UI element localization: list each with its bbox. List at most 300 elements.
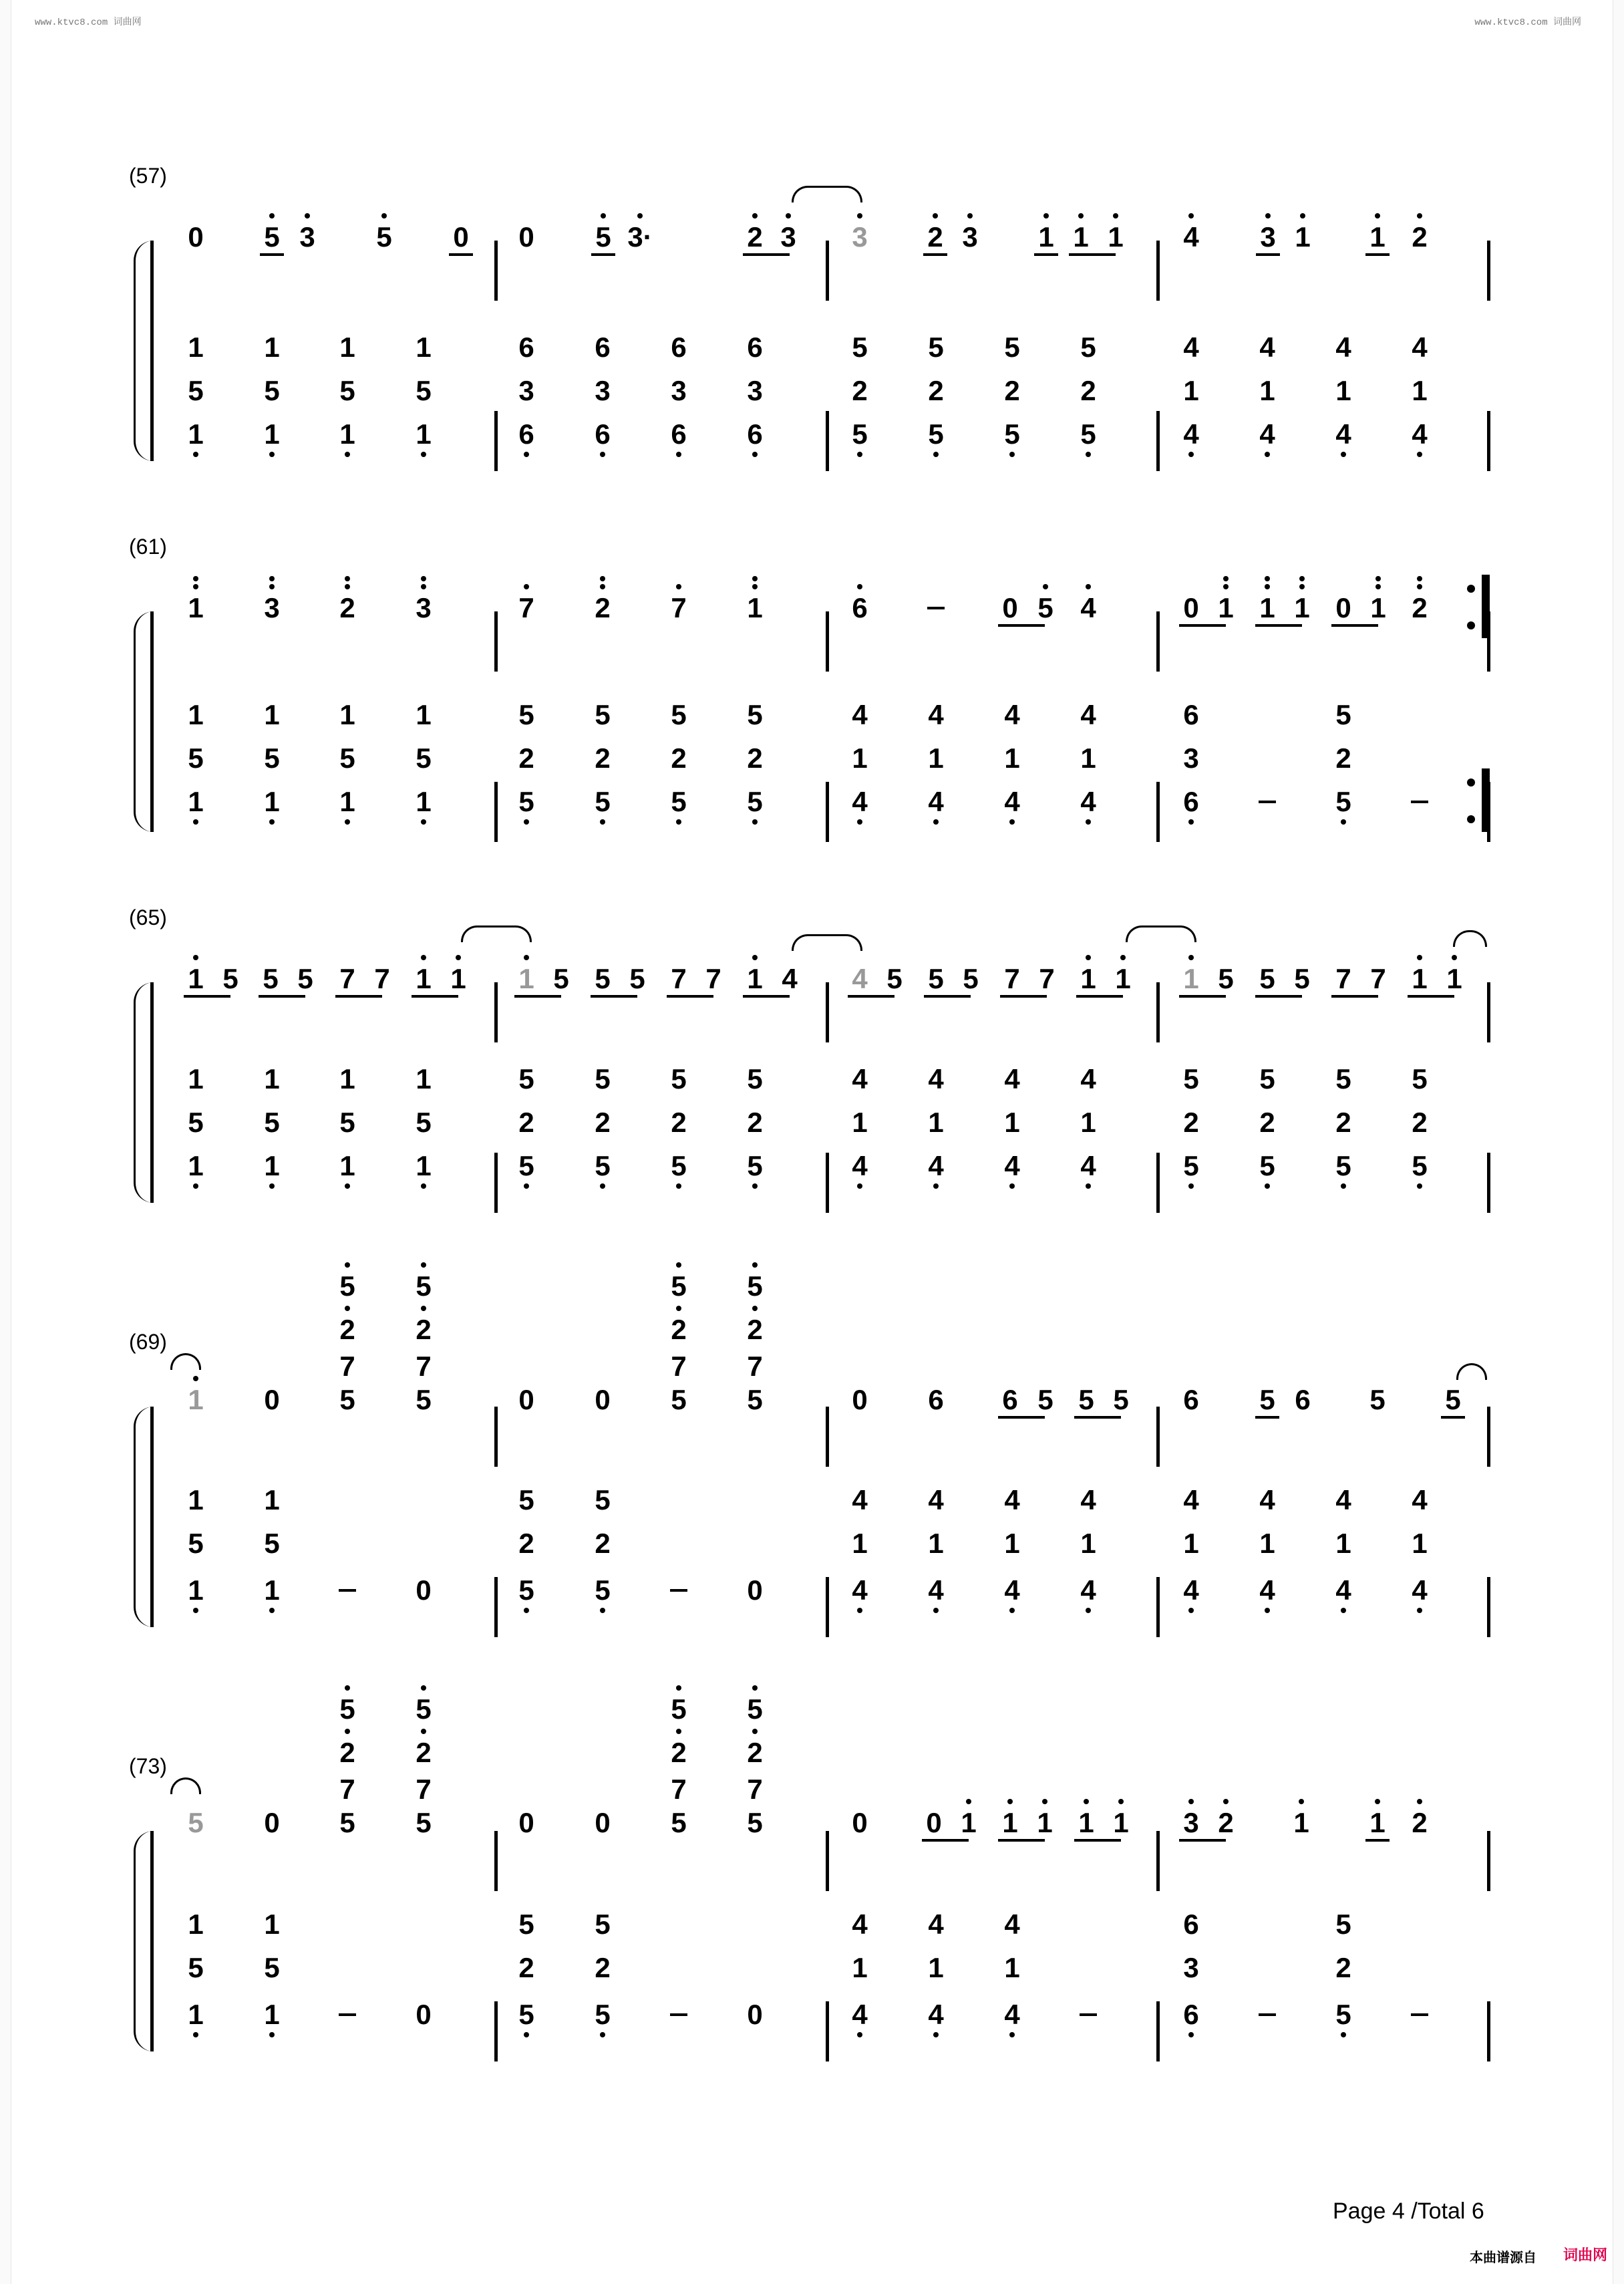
note: 4	[1412, 331, 1428, 363]
note: 1	[1183, 1528, 1199, 1559]
note-dot-above	[676, 1685, 681, 1691]
note: 5	[1113, 1384, 1129, 1415]
note: 4	[928, 1999, 944, 2030]
note: 5	[1369, 1384, 1386, 1415]
note-dot-below	[1086, 1608, 1091, 1613]
site-logo: 词曲网	[1563, 2247, 1608, 2263]
note-dot-below	[600, 2032, 605, 2037]
note: 2	[1183, 1107, 1199, 1138]
note: 1	[1004, 1107, 1020, 1138]
barline	[494, 782, 498, 842]
note: 5	[747, 1063, 763, 1095]
note: 0	[1002, 592, 1018, 623]
note: 1	[416, 699, 432, 730]
note: 5	[188, 375, 204, 406]
note: 1	[1073, 221, 1089, 253]
note: 3	[1183, 742, 1199, 774]
measure-number: (65)	[129, 905, 167, 930]
barline	[494, 411, 498, 471]
note: 1	[188, 331, 204, 363]
note-dot-above	[1265, 213, 1271, 219]
note-dot-above	[1118, 1799, 1124, 1804]
repeat-dot	[1467, 621, 1475, 629]
note: 1	[188, 1063, 204, 1095]
note: 5	[1259, 1384, 1275, 1415]
note: 2	[518, 1952, 534, 1983]
note: 2	[518, 1107, 534, 1138]
note: 1	[1038, 221, 1054, 253]
note-dot-below	[1417, 1608, 1422, 1613]
note: 5	[188, 1107, 204, 1138]
note: 2	[747, 1737, 763, 1768]
note: 0	[188, 221, 204, 253]
note: 1	[1108, 221, 1124, 253]
note: 1	[1183, 375, 1199, 406]
note: 1	[1294, 592, 1310, 623]
note: 5	[264, 1107, 280, 1138]
note: 4	[1183, 331, 1199, 363]
note: 5	[595, 221, 611, 253]
note: 1	[852, 1952, 868, 1983]
note: 4	[1259, 1484, 1275, 1516]
beam-underline	[667, 995, 713, 998]
note: 5	[1218, 963, 1234, 994]
note-dot-below	[1265, 1183, 1270, 1189]
note: 6	[595, 418, 611, 450]
note: 4	[1183, 1484, 1199, 1516]
note-dot-above	[1417, 1799, 1422, 1804]
beam-underline	[514, 995, 561, 998]
header-watermark-right: www.ktvc8.com 词曲网	[1474, 17, 1581, 28]
note-dot-above	[857, 584, 862, 589]
left-margin-strip	[0, 0, 11, 2284]
barline	[1487, 1407, 1490, 1467]
note: 1	[416, 1150, 432, 1181]
note-dot-below	[1009, 1183, 1015, 1189]
note: 5	[1335, 786, 1351, 817]
note: 2	[518, 742, 534, 774]
note: 2	[671, 1737, 687, 1768]
note: 1	[416, 1063, 432, 1095]
note: 1	[928, 742, 944, 774]
barline	[826, 611, 829, 672]
beam-underline	[998, 1839, 1045, 1842]
note: 4	[1004, 1484, 1020, 1516]
note-dot-below	[857, 1183, 862, 1189]
note: 3	[747, 375, 763, 406]
note: 1	[188, 1908, 204, 1940]
barline	[1487, 241, 1490, 301]
beam-underline	[924, 995, 971, 998]
note-dot-above	[345, 1685, 350, 1691]
barline	[1156, 1407, 1160, 1467]
note: 5	[747, 786, 763, 817]
note: 2	[747, 742, 763, 774]
note: 4	[928, 1150, 944, 1181]
note-dot-above	[1417, 576, 1422, 581]
note: 2	[339, 1737, 355, 1768]
note: 1	[264, 1908, 280, 1940]
note-dot-above	[421, 955, 426, 960]
note: 2	[339, 1314, 355, 1345]
note: 5	[963, 963, 979, 994]
sustain-dash	[1080, 2013, 1097, 2016]
note: 0	[518, 1807, 534, 1838]
note-dot-above	[345, 1306, 350, 1311]
note: 5	[264, 742, 280, 774]
note-dot-below	[193, 452, 198, 457]
note-dot-above	[1375, 576, 1381, 581]
note: 2	[927, 221, 943, 253]
note: 1	[1369, 221, 1386, 253]
note: 1	[928, 1107, 944, 1138]
system-brace	[134, 241, 154, 461]
beam-underline	[848, 995, 895, 998]
note-dot-above	[345, 576, 350, 581]
note: 5	[416, 1807, 432, 1838]
repeat-end-bar	[1482, 575, 1490, 638]
note: 5	[1445, 1384, 1461, 1415]
barline	[1156, 411, 1160, 471]
beam-underline	[1000, 995, 1047, 998]
note: 2	[416, 1737, 432, 1768]
note: 5	[1183, 1150, 1199, 1181]
note: 6	[595, 331, 611, 363]
tie	[170, 1353, 201, 1370]
note: 7	[671, 592, 687, 623]
barline	[826, 782, 829, 842]
note-dot-above	[676, 1262, 681, 1268]
beam-underline	[743, 253, 790, 256]
barline	[1156, 1153, 1160, 1213]
note: 1	[928, 1528, 944, 1559]
note: 0	[926, 1807, 942, 1838]
beam-underline	[1255, 1416, 1279, 1419]
note-dot-below	[1265, 1608, 1270, 1613]
note: 4	[1080, 699, 1096, 730]
note: 1	[264, 1574, 280, 1606]
note: 6	[1183, 1384, 1199, 1415]
note: 1	[1446, 963, 1462, 994]
note: 1	[339, 418, 355, 450]
note: 5	[671, 786, 687, 817]
note: 5	[629, 963, 645, 994]
note: 5	[553, 963, 569, 994]
note: 5	[416, 1384, 432, 1415]
note: 1	[1259, 375, 1275, 406]
note-dot-above	[1086, 584, 1091, 589]
note: 5	[339, 742, 355, 774]
beam-underline	[449, 253, 473, 256]
note: 1	[928, 1952, 944, 1983]
barline	[494, 2001, 498, 2061]
note-dot-below	[933, 452, 939, 457]
note-dot-below	[345, 452, 350, 457]
note: 4	[1183, 221, 1199, 253]
note-dot-below	[524, 1183, 529, 1189]
note: 1	[1259, 592, 1275, 623]
note: 1	[747, 592, 763, 623]
beam-underline	[1255, 995, 1302, 998]
note: 5	[671, 1270, 687, 1302]
note-dot-above	[1084, 1799, 1089, 1804]
note: 1	[1113, 1807, 1129, 1838]
beam-underline	[335, 995, 382, 998]
note: 2	[1412, 1807, 1428, 1838]
measure-number: (57)	[129, 164, 167, 188]
note-dot-above	[857, 213, 862, 219]
barline	[1156, 241, 1160, 301]
beam-underline	[1069, 253, 1116, 256]
note: 1	[1412, 1528, 1428, 1559]
note: 5	[852, 418, 868, 450]
beam-underline	[591, 253, 615, 256]
note-dot-above	[1299, 584, 1305, 589]
note: 5	[339, 1270, 355, 1302]
note: 4	[1183, 1574, 1199, 1606]
beam-underline	[1179, 624, 1226, 627]
note: 4	[1080, 592, 1096, 623]
note-dot-above	[269, 213, 275, 219]
note: 1	[1078, 1807, 1094, 1838]
note-dot-above	[1375, 213, 1380, 219]
note-dot-below	[933, 819, 939, 825]
note: 4	[928, 1574, 944, 1606]
note: 3	[1260, 221, 1276, 253]
note: 5	[339, 375, 355, 406]
note: 3	[1183, 1807, 1199, 1838]
note-dot-above	[524, 584, 529, 589]
note: 5	[1335, 1908, 1351, 1940]
note: 5	[416, 1270, 432, 1302]
note: 5	[671, 1150, 687, 1181]
note: 1	[1370, 592, 1386, 623]
note: 4	[928, 1484, 944, 1516]
note: 1	[339, 1150, 355, 1181]
note-dot-above	[752, 213, 758, 219]
note: 3	[595, 375, 611, 406]
note-dot-below	[752, 1183, 758, 1189]
note: 1	[1004, 1528, 1020, 1559]
note: 1	[416, 786, 432, 817]
note: 3	[518, 375, 534, 406]
note-dot-above	[421, 1262, 426, 1268]
note-dot-above	[676, 1306, 681, 1311]
note-dot-above	[752, 1729, 758, 1734]
note: 2	[595, 1107, 611, 1138]
note-dot-above	[1375, 584, 1381, 589]
note-dot-below	[421, 819, 426, 825]
note-dot-above	[345, 1262, 350, 1268]
note-dot-above	[193, 576, 198, 581]
note-dot-above	[269, 576, 275, 581]
note: 4	[852, 1574, 868, 1606]
note-dot-above	[637, 213, 643, 219]
note-dot-above	[966, 1799, 971, 1804]
note-dot-below	[1188, 819, 1194, 825]
note-dot-above	[786, 213, 791, 219]
note: 0	[595, 1384, 611, 1415]
note-dot-above	[1007, 1799, 1013, 1804]
note-dot-above	[1086, 955, 1091, 960]
note-dot-below	[524, 1608, 529, 1613]
note-dot-below	[524, 2032, 529, 2037]
note-dot-below	[1188, 1183, 1194, 1189]
note: 4	[1259, 1574, 1275, 1606]
note: 1	[188, 418, 204, 450]
note: 5	[188, 742, 204, 774]
note-dot-above	[1375, 1799, 1380, 1804]
note: 1	[1115, 963, 1131, 994]
note-dot-above	[345, 584, 350, 589]
note: 4	[1080, 1484, 1096, 1516]
note: 5	[297, 963, 313, 994]
page-indicator: Page 4 /Total 6	[1333, 2198, 1484, 2224]
note: 5	[1335, 1999, 1351, 2030]
note: 5	[886, 963, 903, 994]
barline	[1487, 1831, 1490, 1891]
note: 5	[595, 699, 611, 730]
note: 7	[747, 1350, 763, 1382]
note: 5	[339, 1807, 355, 1838]
repeat-dot	[1467, 585, 1475, 593]
note-dot-below	[857, 2032, 862, 2037]
note: 1	[264, 1150, 280, 1181]
tie	[1456, 1363, 1487, 1380]
sustain-dash	[1411, 801, 1428, 803]
note: 1	[416, 331, 432, 363]
note: 4	[782, 963, 798, 994]
sustain-dash	[670, 2013, 687, 2016]
sustain-dash	[1411, 2013, 1428, 2016]
note-dot-above	[1188, 1799, 1194, 1804]
note-dot-below	[1086, 819, 1091, 825]
beam-underline	[1331, 624, 1378, 627]
note: 0	[595, 1807, 611, 1838]
note-dot-below	[1188, 2032, 1194, 2037]
barline	[1156, 611, 1160, 672]
note-dot-above	[193, 1376, 198, 1381]
barline	[494, 1577, 498, 1637]
note-dot-below	[193, 2032, 198, 2037]
note: 4	[928, 1063, 944, 1095]
note: 6	[1002, 1384, 1018, 1415]
note: 7	[747, 1773, 763, 1805]
note: 4	[852, 1150, 868, 1181]
note-dot-above	[1300, 213, 1305, 219]
note: 1	[450, 963, 466, 994]
note-dot-below	[1009, 819, 1015, 825]
note: 3	[962, 221, 978, 253]
note: 5	[1037, 592, 1053, 623]
note-dot-below	[600, 819, 605, 825]
note: 5	[595, 1999, 611, 2030]
note-dot-below	[1009, 1608, 1015, 1613]
measure-number: (69)	[129, 1330, 167, 1354]
note-dot-below	[676, 1183, 681, 1189]
note: 2	[1412, 592, 1428, 623]
note-dot-above	[421, 1729, 426, 1734]
note: 4	[1335, 1574, 1351, 1606]
note: 1	[1004, 742, 1020, 774]
note: 6	[1183, 1908, 1199, 1940]
barline	[494, 241, 498, 301]
note-dot-above	[752, 584, 758, 589]
barline	[826, 982, 829, 1042]
note-dot-above	[676, 1729, 681, 1734]
note: 2	[595, 1528, 611, 1559]
note: 6	[518, 331, 534, 363]
note: 7	[416, 1773, 432, 1805]
note: 5	[595, 963, 611, 994]
system-brace	[134, 1407, 154, 1627]
note-dot-below	[1086, 452, 1091, 457]
note: 1	[264, 1484, 280, 1516]
note: 2	[1412, 221, 1428, 253]
note-dot-above	[1042, 1799, 1047, 1804]
note: 4	[852, 1999, 868, 2030]
note: 5	[1080, 418, 1096, 450]
note: 4	[1412, 418, 1428, 450]
note: 5	[416, 742, 432, 774]
note-dot-below	[752, 452, 758, 457]
note: 5	[595, 786, 611, 817]
beam-underline	[1256, 253, 1280, 256]
note: 4	[852, 963, 868, 994]
beam-underline	[184, 995, 230, 998]
note: 5	[1335, 1150, 1351, 1181]
note-dot-below	[1265, 452, 1270, 457]
note-dot-above	[752, 955, 758, 960]
note: 1	[518, 963, 534, 994]
note: 2	[1335, 1952, 1351, 1983]
note-dot-below	[269, 2032, 275, 2037]
note-dot-below	[1188, 452, 1194, 457]
note: 4	[1004, 1908, 1020, 1940]
note: 5	[263, 963, 279, 994]
note: 1	[1293, 1807, 1309, 1838]
note: 6	[852, 592, 868, 623]
note: 2	[671, 1107, 687, 1138]
note: 1	[264, 1063, 280, 1095]
note: 5	[416, 1693, 432, 1725]
source-label: 本曲谱源自	[1470, 2251, 1536, 2265]
note-dot-above	[1113, 213, 1118, 219]
note: 5	[518, 1150, 534, 1181]
note: 0	[852, 1807, 868, 1838]
note-dot-above	[421, 584, 426, 589]
note: 1	[1080, 963, 1096, 994]
note-dot-above	[456, 955, 461, 960]
note: 4	[852, 786, 868, 817]
note: 1	[1412, 963, 1428, 994]
note-dot-below	[600, 452, 605, 457]
note: 4	[1004, 1063, 1020, 1095]
beam-underline	[922, 1839, 969, 1842]
note: 4	[1335, 1484, 1351, 1516]
note-dot-above	[1452, 955, 1457, 960]
note: 5	[1078, 1384, 1094, 1415]
beam-underline	[1076, 995, 1123, 998]
note-dot-below	[421, 1183, 426, 1189]
tie	[792, 186, 862, 202]
note-dot-below	[345, 1183, 350, 1189]
note-dot-above	[1120, 955, 1126, 960]
note: 4	[1080, 1574, 1096, 1606]
note: 7	[671, 963, 687, 994]
note: 1	[1335, 375, 1351, 406]
barline	[826, 411, 829, 471]
